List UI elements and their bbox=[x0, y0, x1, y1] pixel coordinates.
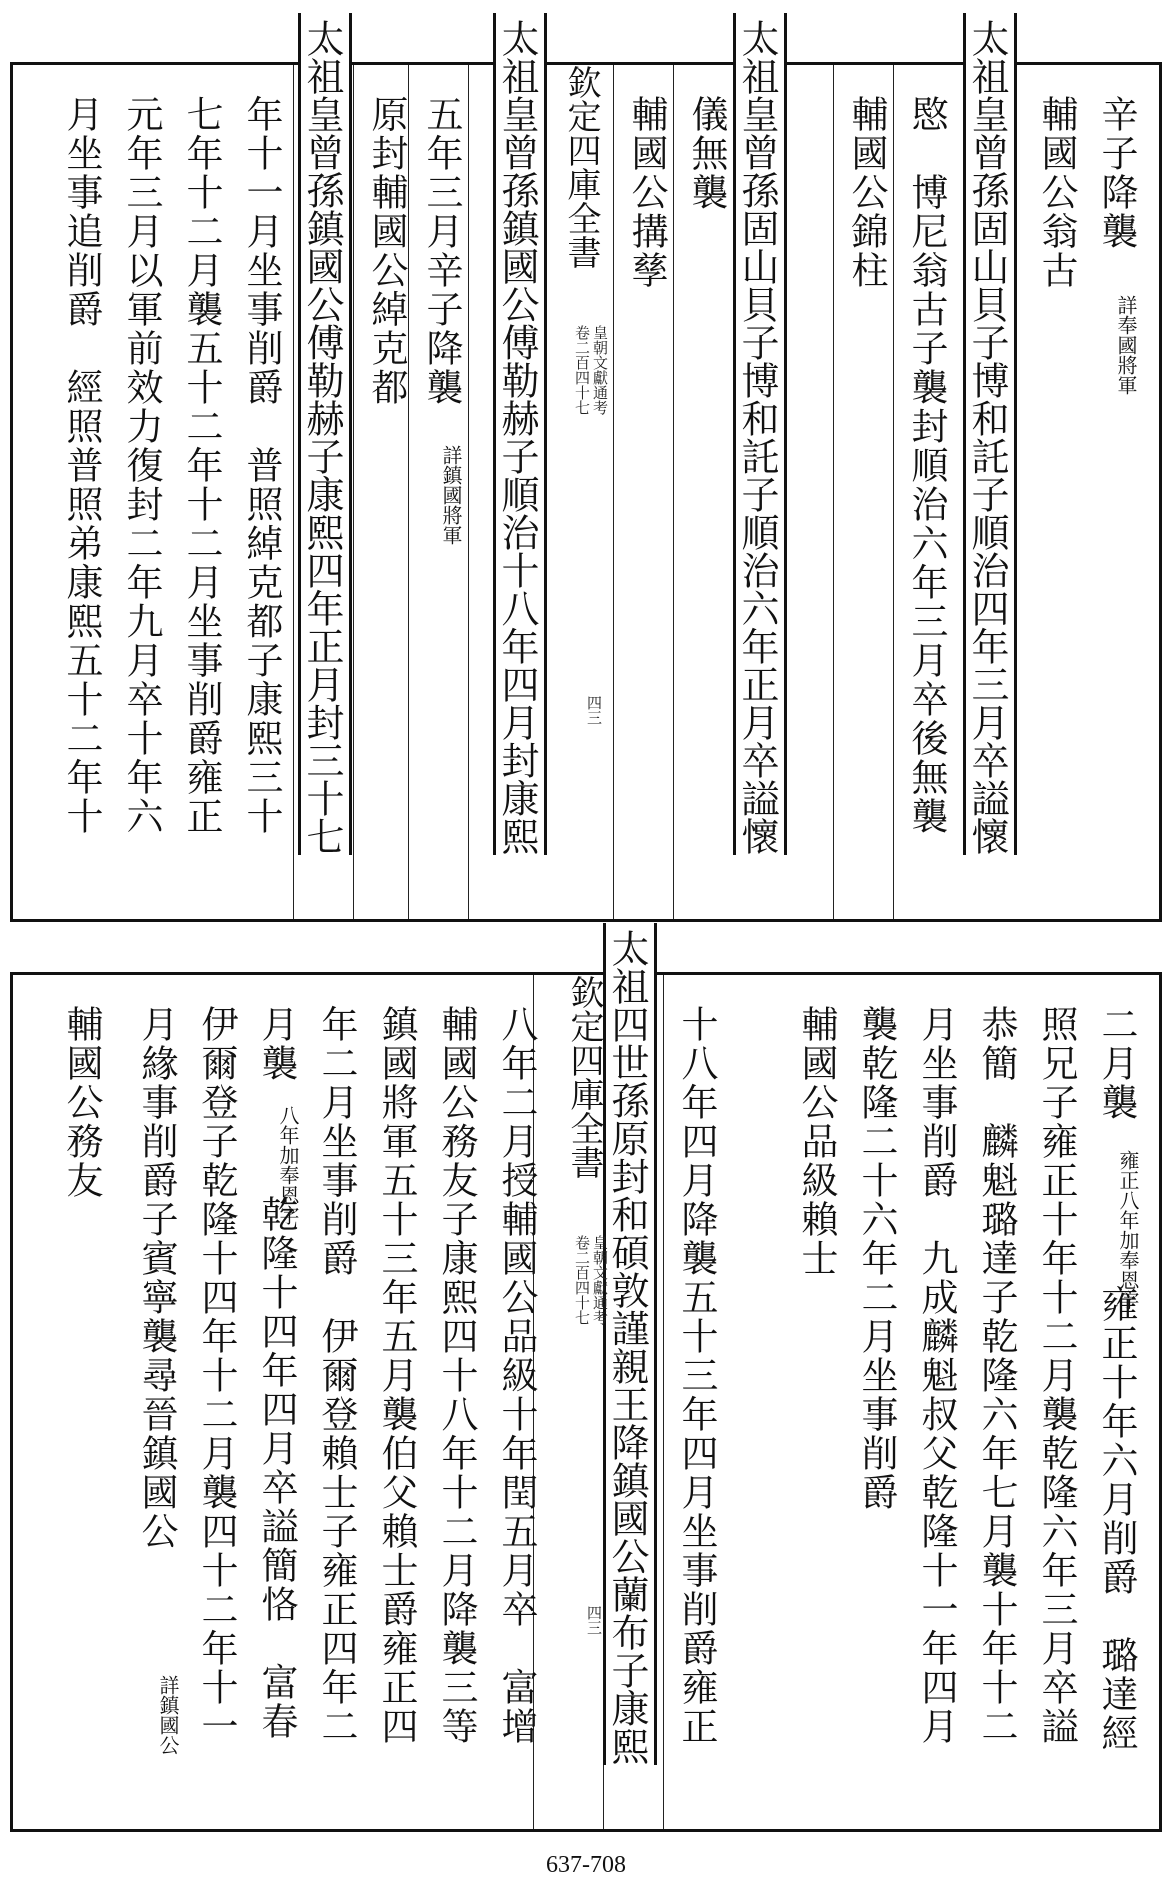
banner-column: 太祖皇曾孫鎮國公傅勒赫子順治十八年四月封康熙 bbox=[493, 13, 547, 855]
column-rule bbox=[353, 65, 354, 919]
column-rule bbox=[893, 65, 894, 919]
text-column: 月緣事削爵子賓寧襲尋晉鎮國公 bbox=[135, 1005, 178, 1551]
text-column: 七年十二月襲五十二年十二月坐事削爵雍正 bbox=[180, 95, 223, 836]
text-column: 月襲 bbox=[255, 1005, 298, 1083]
source-reference: 皇朝文獻通考 bbox=[591, 1235, 609, 1325]
top-page-panel bbox=[10, 19, 1162, 922]
folio-number: 四三 bbox=[585, 695, 603, 725]
text-column: 儀無襲 bbox=[685, 95, 728, 212]
interlinear-note: 詳鎮國將軍 bbox=[439, 445, 463, 545]
text-column: 輔國公品級賴士 bbox=[795, 1005, 838, 1278]
text-column: 恭簡 麟魁璐達子乾隆六年七月襲十年十二 bbox=[975, 1005, 1018, 1746]
banner-column: 太祖四世孫原封和碩敦謹親王降鎮國公蘭布子康熙 bbox=[603, 923, 657, 1765]
text-column: 八年二月授輔國公品級十年閏五月卒 富增 bbox=[495, 1005, 538, 1746]
page-code: 637-708 bbox=[546, 1852, 626, 1878]
column-rule bbox=[468, 65, 469, 919]
banner-column: 太祖皇曾孫鎮國公傅勒赫子康熙四年正月封三十七 bbox=[298, 13, 352, 855]
book-title: 欽定四庫全書 bbox=[561, 65, 601, 269]
text-column: 愍 博尼翁古子襲封順治六年三月卒後無襲 bbox=[905, 95, 948, 836]
column-rule bbox=[663, 975, 664, 1829]
banner-column: 太祖皇曾孫固山貝子博和託子順治六年正月卒謚懷 bbox=[733, 13, 787, 855]
text-column: 二月襲 bbox=[1095, 1005, 1138, 1122]
text-column: 伊爾登子乾隆十四年十二月襲四十二年十一 bbox=[195, 1005, 238, 1746]
text-column: 輔國公搆孳 bbox=[625, 95, 668, 290]
text-column: 輔國公務友 bbox=[60, 1005, 103, 1200]
text-column: 辛子降襲 bbox=[1095, 95, 1138, 251]
text-column: 乾隆十四年四月卒謚簡恪 富春 bbox=[255, 1195, 298, 1741]
column-rule bbox=[293, 65, 294, 919]
text-column: 輔國公錦柱 bbox=[845, 95, 888, 290]
text-column: 鎮國將軍五十三年五月襲伯父賴士爵雍正四 bbox=[375, 1005, 418, 1746]
column-rule bbox=[833, 65, 834, 919]
source-volume: 卷二百四十七 bbox=[573, 325, 591, 415]
bottom-page-panel bbox=[10, 929, 1162, 1832]
text-column: 輔國公翁古 bbox=[1035, 95, 1078, 290]
text-column: 年十一月坐事削爵 普照綽克都子康熙三十 bbox=[240, 95, 283, 836]
folio-number: 四三 bbox=[585, 1605, 603, 1635]
text-column: 十八年四月降襲五十三年四月坐事削爵雍正 bbox=[675, 1005, 718, 1746]
text-column: 襲乾隆二十六年二月坐事削爵 bbox=[855, 1005, 898, 1512]
text-column: 五年三月辛子降襲 bbox=[420, 95, 463, 407]
text-column: 原封輔國公綽克都 bbox=[365, 95, 408, 407]
source-volume: 卷二百四十七 bbox=[573, 1235, 591, 1325]
column-rule bbox=[613, 65, 614, 919]
text-column: 月坐事削爵 九成麟魁叔父乾隆十一年四月 bbox=[915, 1005, 958, 1746]
text-column: 元年三月以軍前效力復封二年九月卒十年六 bbox=[120, 95, 163, 836]
text-column: 照兄子雍正十年十二月襲乾隆六年三月卒謚 bbox=[1035, 1005, 1078, 1746]
source-reference: 皇朝文獻通考 bbox=[591, 325, 609, 415]
text-column: 月坐事追削爵 經照普照弟康熙五十二年十 bbox=[60, 95, 103, 836]
interlinear-note: 八年加奉恩字 bbox=[276, 1105, 300, 1225]
interlinear-note: 詳鎮國公 bbox=[156, 1675, 180, 1755]
interlinear-note: 詳奉國將軍 bbox=[1114, 295, 1138, 395]
text-column: 年二月坐事削爵 伊爾登賴士子雍正四年二 bbox=[315, 1005, 358, 1746]
book-title: 欽定四庫全書 bbox=[564, 975, 604, 1179]
text-column: 輔國公務友子康熙四十八年十二月降襲三等 bbox=[435, 1005, 478, 1746]
text-column: 雍正十年六月削爵 璐達經 bbox=[1095, 1285, 1138, 1753]
banner-column: 太祖皇曾孫固山貝子博和託子順治四年三月卒謚懷 bbox=[963, 13, 1017, 855]
interlinear-note: 雍正八年加奉恩字 bbox=[1116, 1150, 1140, 1310]
column-rule bbox=[673, 65, 674, 919]
